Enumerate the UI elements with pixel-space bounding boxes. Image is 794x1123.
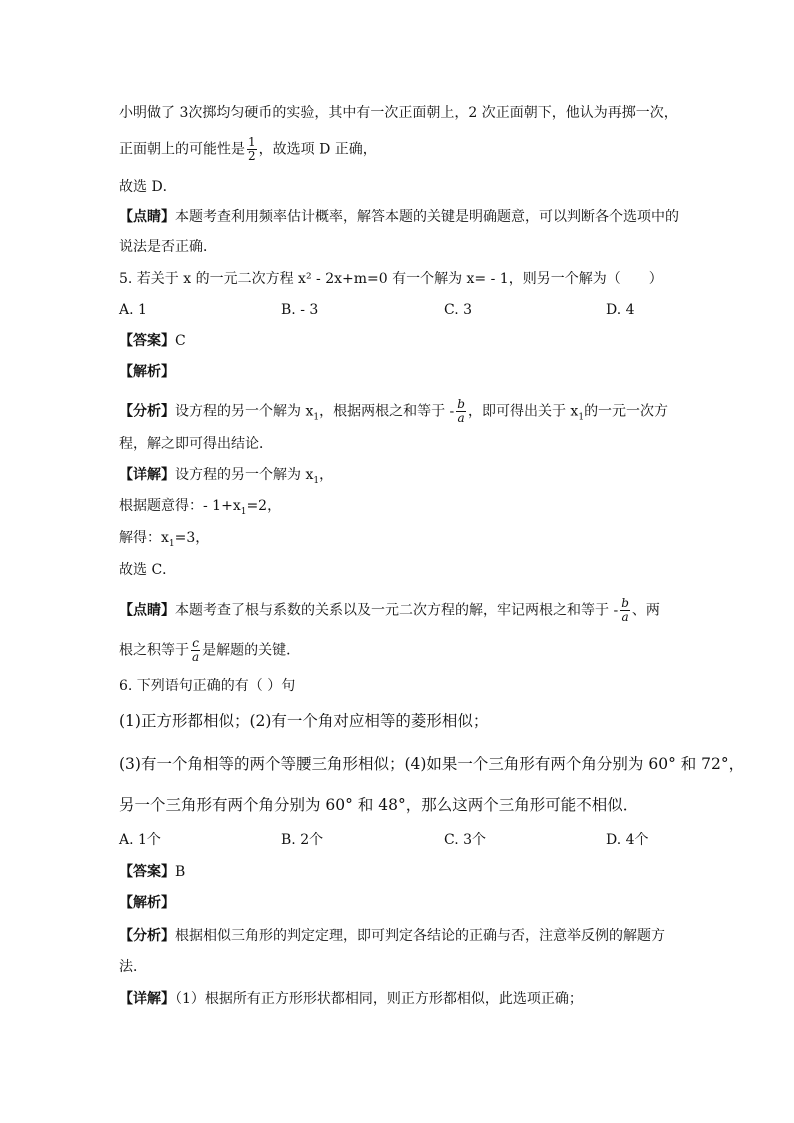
text-line <box>119 989 583 1009</box>
option-b: B. - 3 <box>281 302 319 318</box>
text-span: 根之积等于 <box>119 642 189 659</box>
tag-xiangjie: 【详解】 <box>119 991 175 1007</box>
tag-xiangjie: 【详解】 <box>119 467 175 483</box>
subscript: 1 <box>313 412 320 423</box>
text-span: 根据题意得：- 1+x <box>119 498 241 514</box>
text-line: 小明做了 3次掷均匀硬币的实验，其中有一次正面朝上，2 次正面朝下，他认为再掷一次， <box>119 105 678 121</box>
text-span: 正面朝上的可能性是 <box>119 141 245 158</box>
tag-dianjing: 【点睛】 <box>119 209 175 225</box>
tag-jiexi: 【解析】 <box>119 895 175 911</box>
text-span: （1）根据所有正方形形状都相同，则正方形都相似，此选项正确； <box>175 991 583 1007</box>
answer-value: C <box>175 333 186 349</box>
text-line <box>119 597 660 624</box>
text-span: 根据相似三角形的判定定理，即可判定各结论的正确与否，注意举反例的解题方 <box>175 928 665 944</box>
option-c: C. 3个 <box>444 832 487 848</box>
text-line: (1)正方形都相似；(2)有一个角对应相等的菱形相似； <box>119 712 489 730</box>
question-6: 6. 下列语句正确的有（ ）句 <box>119 678 296 694</box>
answer-value: B <box>175 864 186 880</box>
text-span: 设方程的另一个解为 x <box>175 403 314 420</box>
fraction-b-over-a <box>620 597 630 624</box>
answer-line <box>119 862 185 882</box>
option-d: D. 4 <box>606 302 635 318</box>
text-line: 故选 C． <box>119 562 177 578</box>
subscript: 1 <box>313 475 320 486</box>
text-line <box>119 528 209 554</box>
text-span: 本题考查利用频率估计概率，解答本题的关键是明确题意，可以判断各个选项中的 <box>175 209 679 225</box>
subscript: 1 <box>578 412 585 423</box>
subscript: 1 <box>168 538 175 549</box>
fraction-one-half <box>247 136 257 163</box>
text-span: 是解题的关键． <box>202 642 301 659</box>
tag-dianjing: 【点睛】 <box>119 602 175 619</box>
text-line: 法． <box>119 959 147 975</box>
fraction-numerator: b <box>621 596 629 610</box>
text-span: ，故选项 D 正确， <box>258 141 377 158</box>
fraction-c-over-a <box>191 637 200 664</box>
tag-fenxi: 【分析】 <box>119 928 175 944</box>
text-line: (3)有一个角相等的两个等腰三角形相似；(4)如果一个三角形有两个角分别为 60° 和 72°， <box>119 755 745 773</box>
text-line <box>119 926 665 946</box>
text-line <box>119 398 668 427</box>
text-span: 设方程的另一个解为 x <box>175 467 314 483</box>
fraction-denominator: a <box>621 610 629 624</box>
fraction-numerator: c <box>192 636 199 650</box>
fraction-numerator: b <box>457 397 465 411</box>
question-5: 5. 若关于 x 的一元二次方程 x² - 2x+m=0 有一个解为 x= - 1，则另一个解为（ ） <box>119 271 663 287</box>
fraction-denominator: 2 <box>248 149 256 163</box>
option-a: A. 1 <box>119 302 147 318</box>
tag-answer: 【答案】 <box>119 333 175 349</box>
text-line: 说法是否正确． <box>119 239 217 255</box>
text-line <box>119 136 377 163</box>
option-a: A. 1个 <box>119 832 161 848</box>
fraction-denominator: a <box>192 650 200 664</box>
tag-fenxi: 【分析】 <box>119 403 175 420</box>
tag-answer: 【答案】 <box>119 864 175 880</box>
text-line: 另一个三角形有两个角分别为 60° 和 48°，那么这两个三角形可能不相似． <box>119 796 639 814</box>
fraction-b-over-a <box>456 398 466 425</box>
text-span: =2， <box>246 498 282 514</box>
text-line: 故选 D． <box>119 179 177 195</box>
text-span: 本题考查了根与系数的关系以及一元二次方程的解，牢记两根之和等于 - <box>175 602 619 619</box>
text-span: 解得：x <box>119 530 169 546</box>
text-span: =3， <box>174 530 210 546</box>
text-span: ， <box>319 467 334 483</box>
text-line: 程，解之即可得出结论． <box>119 436 273 452</box>
text-line <box>119 207 679 227</box>
answer-line <box>119 331 186 351</box>
option-c: C. 3 <box>444 302 473 318</box>
fraction-numerator: 1 <box>248 135 256 149</box>
text-span: ，即可得出关于 x <box>467 403 579 420</box>
text-line <box>119 496 281 522</box>
tag-jiexi: 【解析】 <box>119 364 175 380</box>
fraction-denominator: a <box>457 411 465 425</box>
option-d: D. 4个 <box>606 832 649 848</box>
option-b: B. 2个 <box>281 832 324 848</box>
subscript: 1 <box>240 506 247 517</box>
text-span: 的一元一次方 <box>584 403 669 420</box>
text-line <box>119 637 300 664</box>
text-span: ，根据两根之和等于 - <box>319 403 455 420</box>
text-line <box>119 465 333 491</box>
text-span: 、两 <box>631 602 660 619</box>
